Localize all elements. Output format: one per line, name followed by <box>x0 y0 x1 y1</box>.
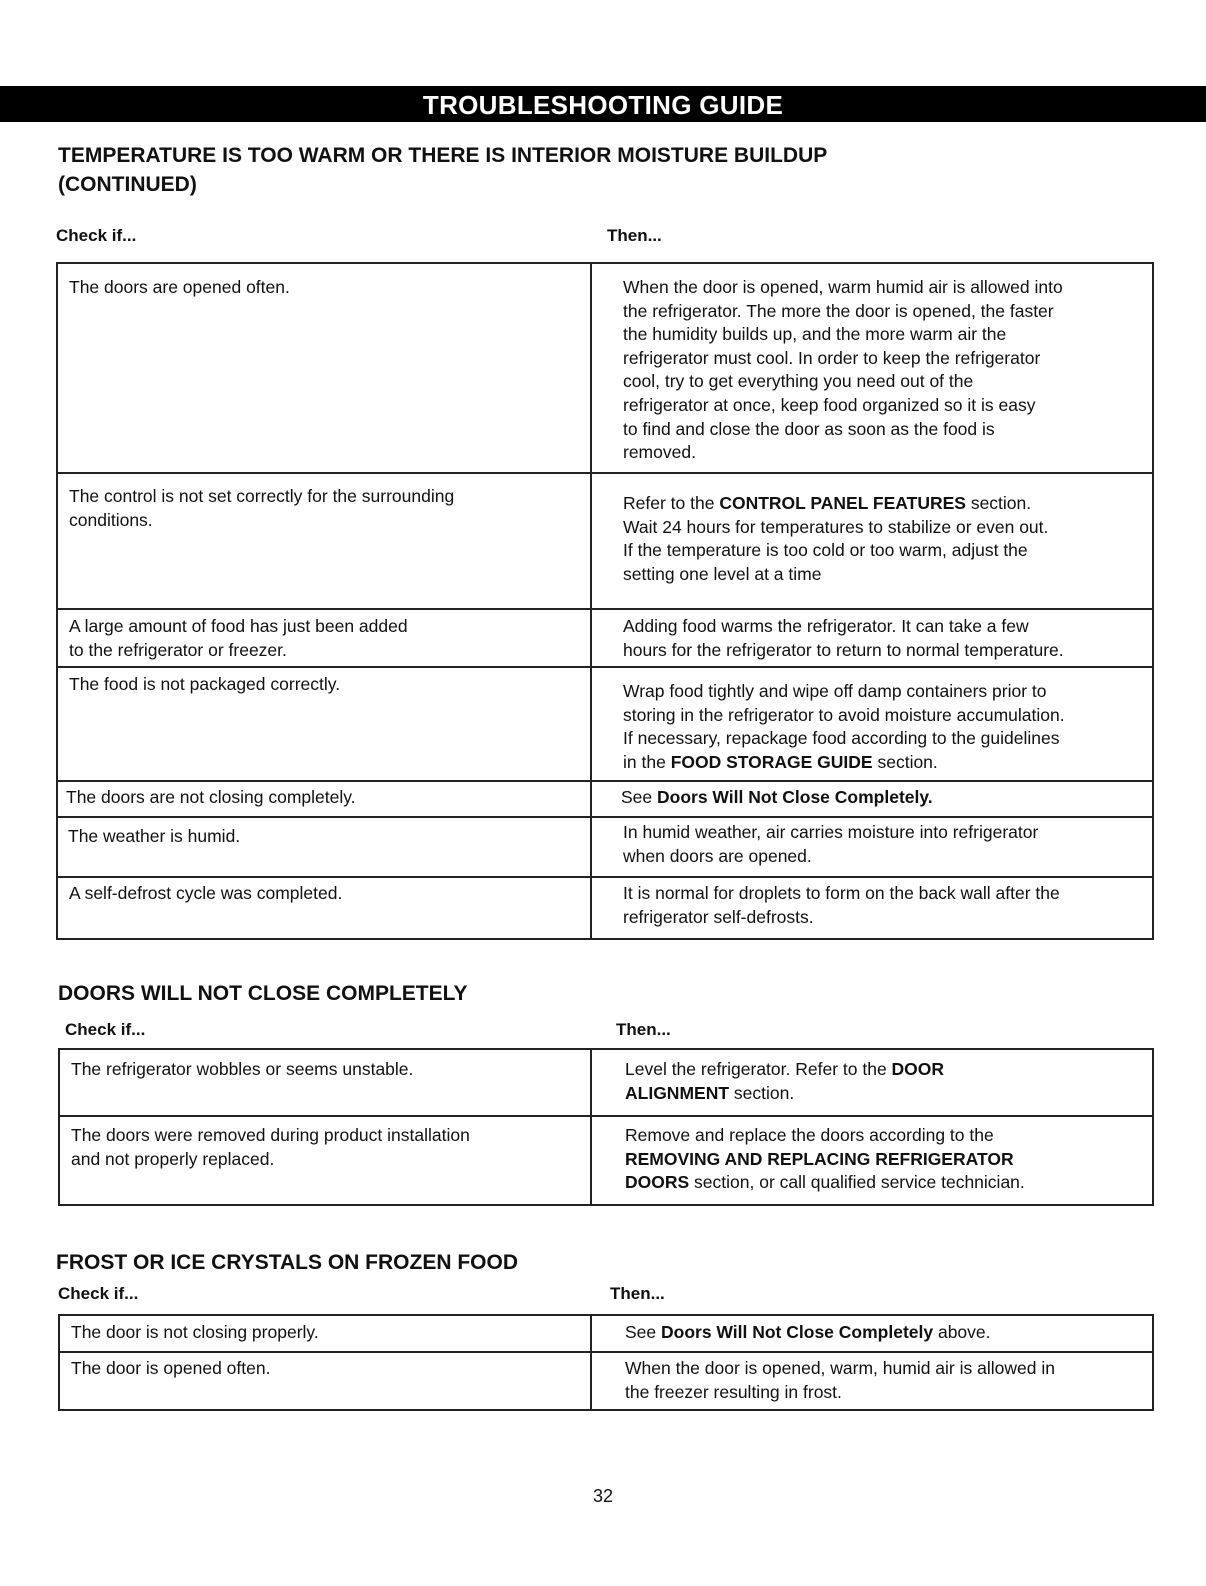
then-cell <box>591 667 1153 781</box>
then-text-part: Wrap food tightly and wipe off damp containers prior to storing in the refrigerator to avoid moisture accumulation. If necessary, repackage food according to the guidelines in the <box>623 681 1065 772</box>
table-row <box>57 609 1153 667</box>
then-header: Then... <box>616 1020 671 1039</box>
check-cell <box>59 1352 591 1410</box>
then-text-part: See <box>625 1322 661 1342</box>
check-cell <box>57 667 591 781</box>
then-text: In humid weather, air carries moisture into refrigerator when doors are opened. <box>623 822 1039 866</box>
check-cell <box>57 263 591 473</box>
then-header: Then... <box>610 1284 665 1303</box>
then-text: It is normal for droplets to form on the back wall after the refrigerator self-defrosts. <box>623 883 1060 927</box>
check-text: The control is not set correctly for the surrounding conditions. <box>69 486 455 530</box>
check-text: The food is not packaged correctly. <box>69 674 341 694</box>
doors-will-not-close-ref: Doors Will Not Close Completely <box>661 1322 934 1342</box>
then-text <box>623 680 1144 774</box>
doors-will-not-close-ref: Doors Will Not Close Completely. <box>657 787 933 807</box>
then-cell <box>591 1352 1153 1410</box>
food-storage-guide-ref: FOOD STORAGE GUIDE <box>670 751 873 772</box>
check-text: A self-defrost cycle was completed. <box>69 883 343 903</box>
check-cell <box>59 1315 591 1352</box>
doors-troubleshooting-table <box>58 1048 1154 1206</box>
then-cell <box>591 609 1153 667</box>
check-if-header: Check if... <box>56 226 137 245</box>
then-text-part: Refer to the <box>623 493 720 513</box>
check-cell <box>59 1116 591 1205</box>
check-text: The doors are opened often. <box>69 277 290 297</box>
then-cell <box>591 1049 1153 1116</box>
check-if-header: Check if... <box>58 1284 139 1303</box>
then-cell <box>591 817 1153 877</box>
section-title-temperature-warm: TEMPERATURE IS TOO WARM OR THERE IS INTERIOR MOISTURE BUILDUP (CONTINUED) <box>58 144 828 196</box>
check-text: A large amount of food has just been added to the refrigerator or freezer. <box>69 616 408 660</box>
check-text: The weather is humid. <box>68 826 241 846</box>
check-text: The doors were removed during product installation and not properly replaced. <box>71 1125 470 1169</box>
check-cell <box>59 1049 591 1116</box>
table-row <box>59 1315 1153 1352</box>
then-text: Adding food warms the refrigerator. It can take a few hours for the refrigerator to return to normal temperature. <box>623 616 1064 660</box>
check-text: The refrigerator wobbles or seems unstable. <box>71 1059 414 1079</box>
then-text <box>625 1124 1144 1195</box>
then-cell <box>591 263 1153 473</box>
section-title-frost-ice: FROST OR ICE CRYSTALS ON FROZEN FOOD <box>56 1251 518 1274</box>
check-cell <box>57 609 591 667</box>
check-text: The doors are not closing completely. <box>66 787 356 807</box>
check-text: The door is not closing properly. <box>71 1322 319 1342</box>
table-row <box>59 1049 1153 1116</box>
frost-troubleshooting-table <box>58 1314 1154 1411</box>
then-text-part: Level the refrigerator. Refer to the <box>625 1059 892 1079</box>
then-text <box>623 492 1144 586</box>
section-title-doors-not-closing: DOORS WILL NOT CLOSE COMPLETELY <box>58 982 468 1005</box>
then-text-part: above. <box>933 1322 991 1342</box>
page-banner: TROUBLESHOOTING GUIDE <box>0 86 1206 122</box>
then-text <box>621 786 1144 810</box>
then-text-part: section, or call qualified service technician. <box>689 1172 1025 1193</box>
table-row <box>59 1116 1153 1205</box>
then-text-part: section. <box>729 1082 795 1103</box>
table-row <box>57 473 1153 609</box>
removing-replacing-doors-ref: REMOVING AND REPLACING REFRIGERATOR DOORS <box>625 1148 1014 1193</box>
control-panel-features-ref: CONTROL PANEL FEATURES <box>719 493 966 513</box>
page-number: 32 <box>592 1486 614 1506</box>
then-cell <box>591 1315 1153 1352</box>
table-row <box>57 877 1153 939</box>
then-text <box>625 1058 1144 1105</box>
then-cell <box>591 1116 1153 1205</box>
table-row <box>57 667 1153 781</box>
then-cell <box>591 781 1153 817</box>
then-text: When the door is opened, warm, humid air is allowed in the freezer resulting in frost. <box>625 1358 1055 1402</box>
door-alignment-ref: DOOR ALIGNMENT <box>625 1059 945 1103</box>
table-row <box>57 817 1153 877</box>
then-text <box>625 1321 1144 1345</box>
then-cell <box>591 473 1153 609</box>
then-cell <box>591 877 1153 939</box>
then-text-part: section. Wait 24 hours for temperatures to stabilize or even out. If the temperature is too cold or too warm, adjust the setting one level at a time <box>623 493 1049 584</box>
check-if-header: Check if... <box>65 1020 146 1039</box>
then-text-part: See <box>621 787 657 807</box>
check-cell <box>57 817 591 877</box>
table-row <box>57 263 1153 473</box>
then-header: Then... <box>607 226 662 245</box>
table-row <box>57 781 1153 817</box>
check-cell <box>57 473 591 609</box>
then-text-part: section. <box>872 751 938 772</box>
check-cell <box>57 877 591 939</box>
then-text-part: Remove and replace the doors according to the <box>625 1125 994 1145</box>
temperature-troubleshooting-table <box>56 262 1154 940</box>
check-text: The door is opened often. <box>71 1358 271 1378</box>
then-text: When the door is opened, warm humid air is allowed into the refrigerator. The more the door is opened, the faster the humidity builds up, and the more warm air the refrigerator must cool. In order to keep the refrigerator cool, try to get everything you need out of the refrigerator at once, keep food organized so it is easy to find and close the door as soon as the food is removed. <box>623 277 1063 463</box>
table-row <box>59 1352 1153 1410</box>
check-cell <box>57 781 591 817</box>
